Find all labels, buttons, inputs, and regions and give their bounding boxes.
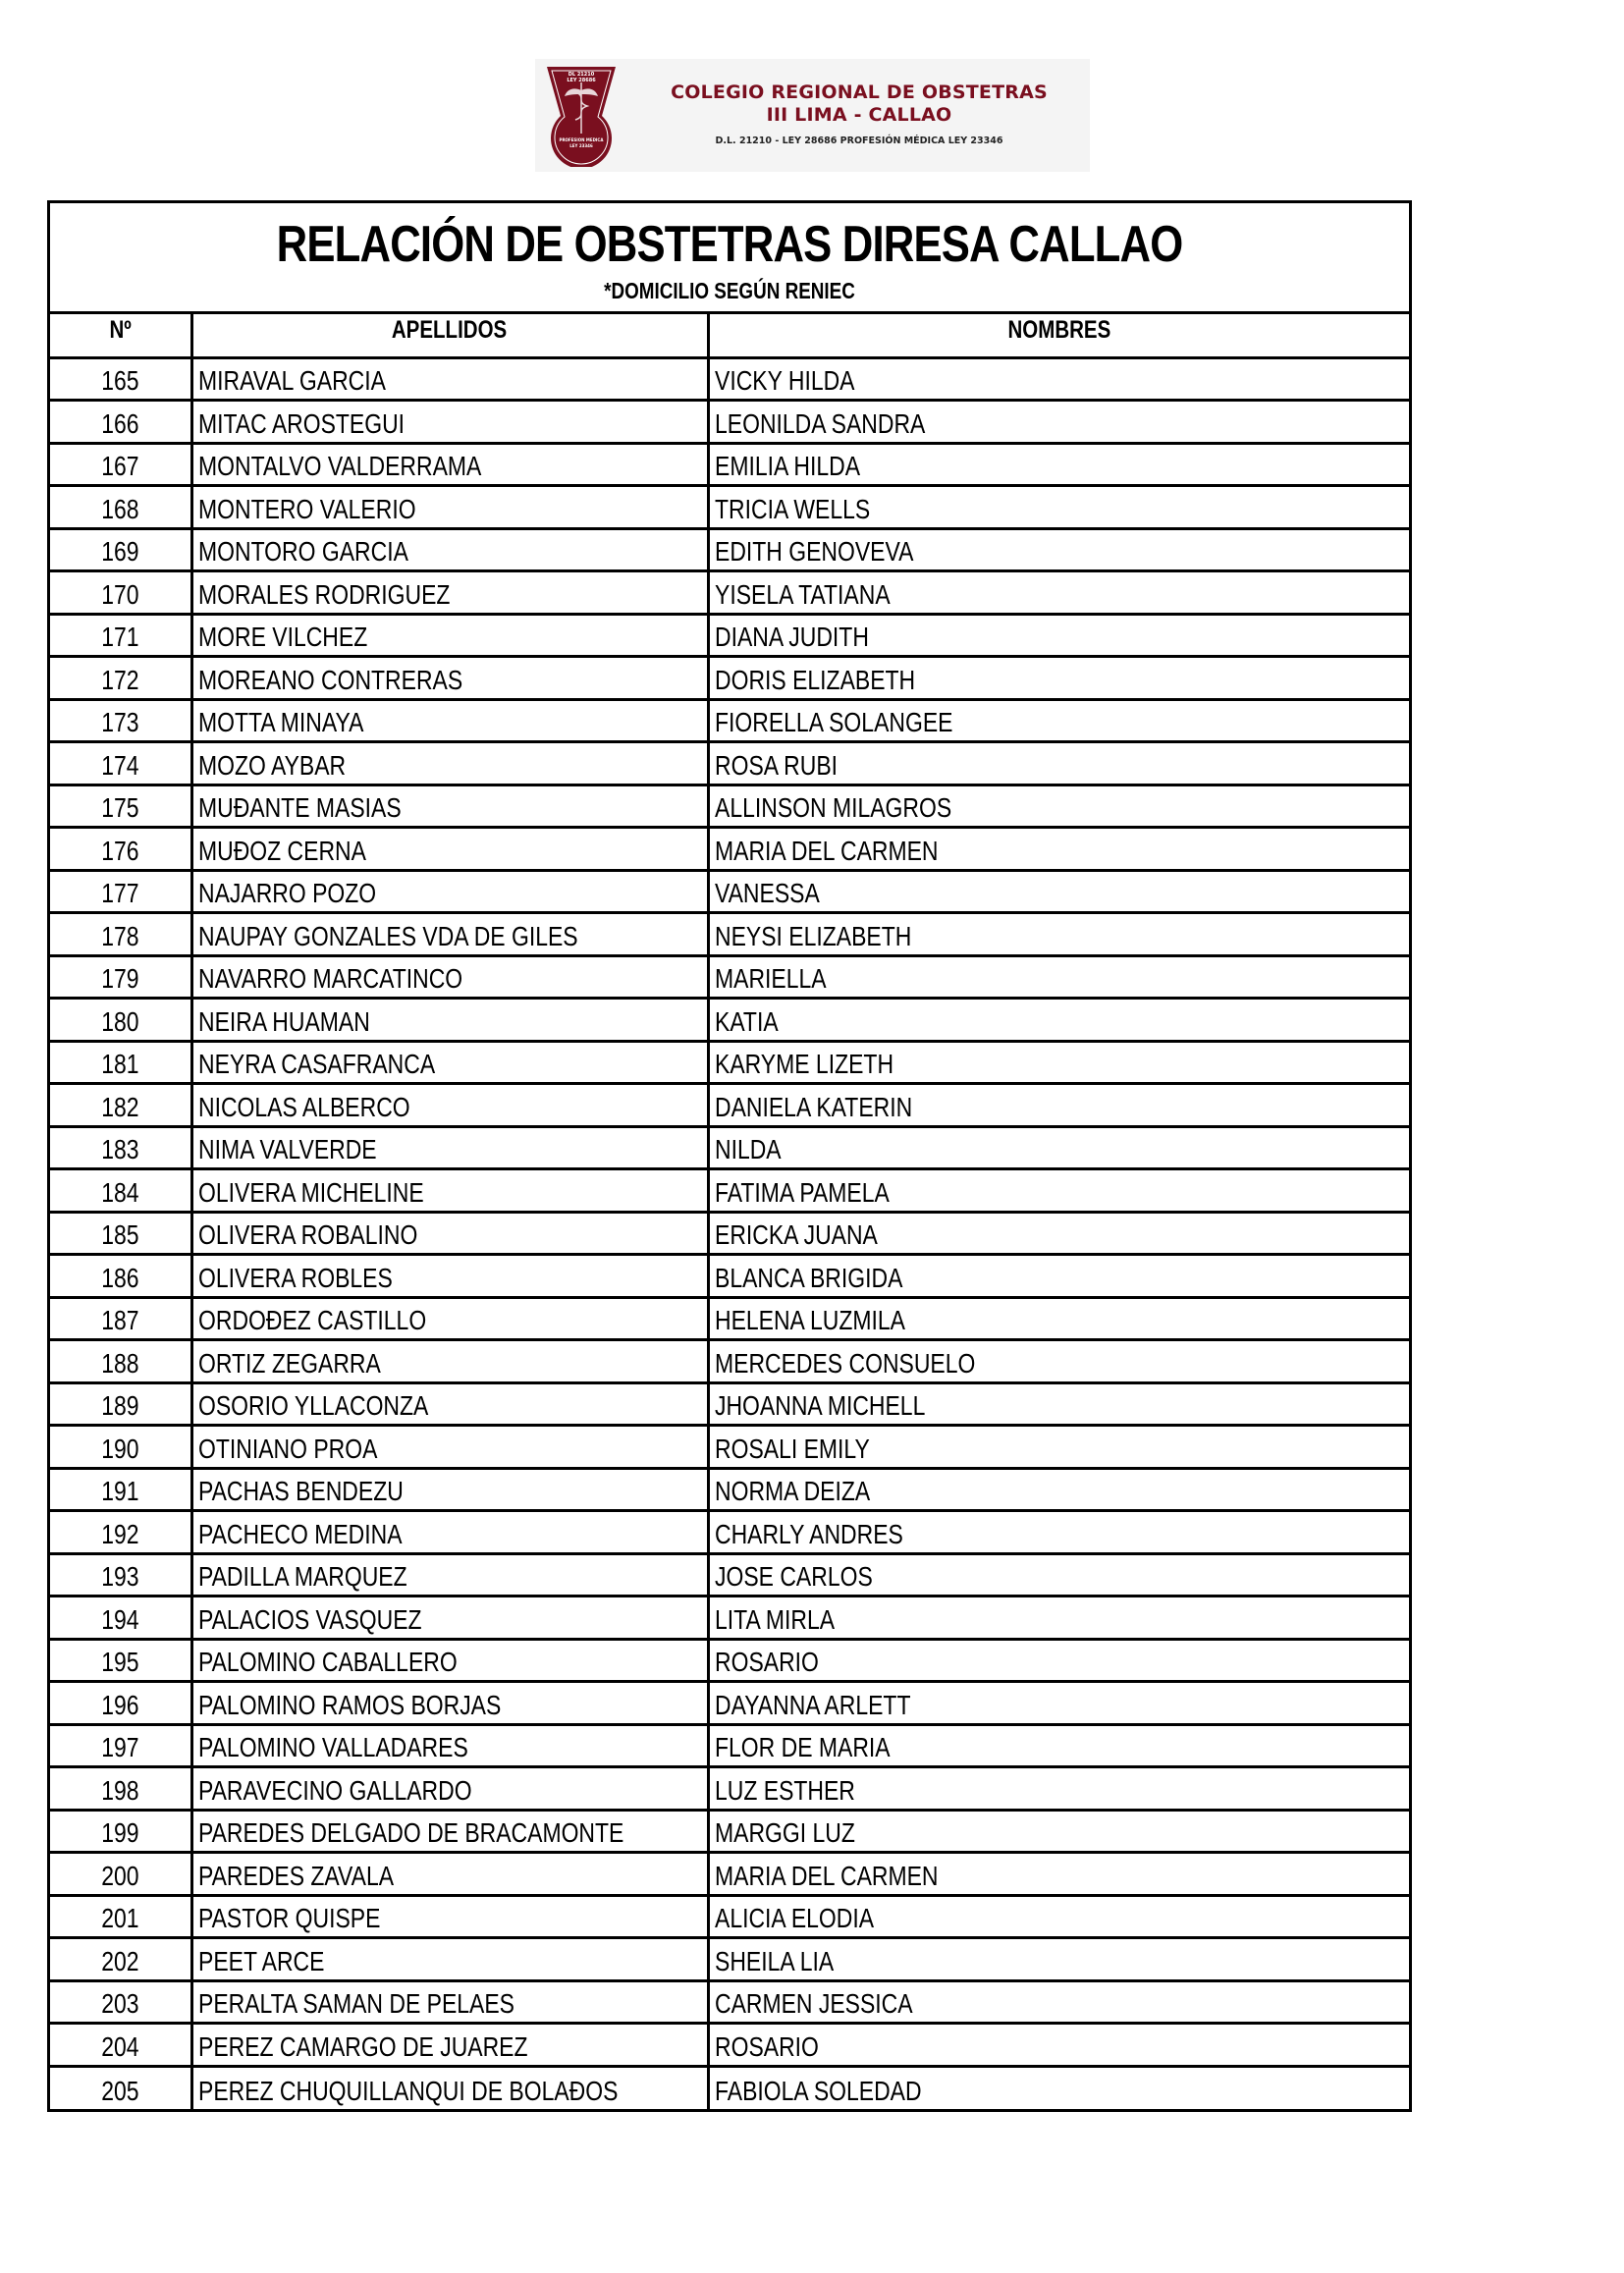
nombres-cell: FIORELLA SOLANGEE: [708, 699, 1409, 742]
nombres-cell: ALLINSON MILAGROS: [708, 785, 1409, 828]
nombres-cell: ROSARIO: [708, 2024, 1409, 2067]
row-number-cell: 184: [50, 1169, 191, 1213]
table-row: [50, 1169, 1409, 1213]
table-row: [50, 357, 1409, 401]
apellidos-cell: PASTOR QUISPE: [191, 1895, 708, 1938]
row-number-cell: 201: [50, 1895, 191, 1938]
apellidos-cell: MUĐANTE MASIAS: [191, 785, 708, 828]
nombres-cell: HELENA LUZMILA: [708, 1297, 1409, 1340]
row-number-cell: 185: [50, 1212, 191, 1255]
nombres-cell: KATIA: [708, 999, 1409, 1042]
nombres-cell: NEYSI ELIZABETH: [708, 913, 1409, 956]
table-row: [50, 699, 1409, 742]
table-row: [50, 955, 1409, 999]
apellidos-cell: NEIRA HUAMAN: [191, 999, 708, 1042]
row-number-cell: 175: [50, 785, 191, 828]
row-number-cell: 192: [50, 1511, 191, 1554]
table-row: [50, 2066, 1409, 2109]
apellidos-cell: PALOMINO RAMOS BORJAS: [191, 1682, 708, 1725]
table-row: [50, 486, 1409, 529]
table-row: [50, 657, 1409, 700]
nombres-cell: LEONILDA SANDRA: [708, 401, 1409, 444]
row-number-cell: 178: [50, 913, 191, 956]
nombres-cell: JOSE CARLOS: [708, 1553, 1409, 1597]
table-row: [50, 999, 1409, 1042]
apellidos-cell: MORALES RODRIGUEZ: [191, 571, 708, 615]
table-row: [50, 401, 1409, 444]
row-number-cell: 200: [50, 1853, 191, 1896]
table-row: [50, 1382, 1409, 1426]
row-number-cell: 167: [50, 443, 191, 486]
apellidos-cell: NICOLAS ALBERCO: [191, 1084, 708, 1127]
nombres-cell: JHOANNA MICHELL: [708, 1382, 1409, 1426]
table-row: [50, 1724, 1409, 1767]
apellidos-cell: PAREDES DELGADO DE BRACAMONTE: [191, 1810, 708, 1853]
apellidos-cell: PERALTA SAMAN DE PELAES: [191, 1980, 708, 2024]
row-number-cell: 198: [50, 1767, 191, 1811]
row-number-cell: 186: [50, 1255, 191, 1298]
row-number-cell: 165: [50, 357, 191, 401]
table-row: [50, 1639, 1409, 1682]
table-row: [50, 1468, 1409, 1511]
apellidos-cell: NIMA VALVERDE: [191, 1126, 708, 1169]
nombres-cell: MARIA DEL CARMEN: [708, 828, 1409, 871]
apellidos-cell: OTINIANO PROA: [191, 1426, 708, 1469]
table-row: [50, 2024, 1409, 2067]
nombres-cell: DIANA JUDITH: [708, 614, 1409, 657]
apellidos-cell: PALACIOS VASQUEZ: [191, 1597, 708, 1640]
row-number-cell: 199: [50, 1810, 191, 1853]
nombres-cell: VICKY HILDA: [708, 357, 1409, 401]
apellidos-cell: NAJARRO POZO: [191, 870, 708, 913]
row-number-cell: 197: [50, 1724, 191, 1767]
table-row: [50, 870, 1409, 913]
nombres-cell: DANIELA KATERIN: [708, 1084, 1409, 1127]
nombres-cell: CHARLY ANDRES: [708, 1511, 1409, 1554]
column-header-nombres: NOMBRES: [708, 314, 1409, 357]
row-number-cell: 196: [50, 1682, 191, 1725]
table-row: [50, 742, 1409, 785]
row-number-cell: 179: [50, 955, 191, 999]
apellidos-cell: PACHECO MEDINA: [191, 1511, 708, 1554]
apellidos-cell: MIRAVAL GARCIA: [191, 357, 708, 401]
table-row: [50, 1126, 1409, 1169]
apellidos-cell: PAREDES ZAVALA: [191, 1853, 708, 1896]
table-header-row: [50, 314, 1409, 357]
row-number-cell: 176: [50, 828, 191, 871]
nombres-cell: ROSARIO: [708, 1639, 1409, 1682]
row-number-cell: 193: [50, 1553, 191, 1597]
apellidos-cell: PEET ARCE: [191, 1938, 708, 1981]
row-number-cell: 173: [50, 699, 191, 742]
row-number-cell: 166: [50, 401, 191, 444]
apellidos-cell: PALOMINO VALLADARES: [191, 1724, 708, 1767]
obstetras-table: [50, 314, 1409, 2109]
nombres-cell: EDITH GENOVEVA: [708, 528, 1409, 571]
table-row: [50, 1853, 1409, 1896]
table-row: [50, 1212, 1409, 1255]
table-body: [50, 357, 1409, 2109]
apellidos-cell: PALOMINO CABALLERO: [191, 1639, 708, 1682]
document-subtitle: *DOMICILIO SEGÚN RENIEC: [604, 278, 855, 303]
table-row: [50, 1597, 1409, 1640]
apellidos-cell: MOREANO CONTRERAS: [191, 657, 708, 700]
table-row: [50, 1980, 1409, 2024]
row-number-cell: 194: [50, 1597, 191, 1640]
title-band: [50, 203, 1409, 314]
table-row: [50, 1426, 1409, 1469]
nombres-cell: MERCEDES CONSUELO: [708, 1340, 1409, 1383]
logo-title-line2: III LIMA - CALLAO: [766, 104, 952, 126]
table-row: [50, 828, 1409, 871]
nombres-cell: LUZ ESTHER: [708, 1767, 1409, 1811]
apellidos-cell: ORDOĐEZ CASTILLO: [191, 1297, 708, 1340]
nombres-cell: NORMA DEIZA: [708, 1468, 1409, 1511]
nombres-cell: LITA MIRLA: [708, 1597, 1409, 1640]
table-row: [50, 1041, 1409, 1084]
crest-top-text-2: LEY 28686: [567, 78, 596, 83]
table-row: [50, 1810, 1409, 1853]
row-number-cell: 204: [50, 2024, 191, 2067]
logo-title-line1: COLEGIO REGIONAL DE OBSTETRAS: [671, 81, 1048, 103]
apellidos-cell: MONTALVO VALDERRAMA: [191, 443, 708, 486]
nombres-cell: MARGGI LUZ: [708, 1810, 1409, 1853]
apellidos-cell: PARAVECINO GALLARDO: [191, 1767, 708, 1811]
apellidos-cell: NEYRA CASAFRANCA: [191, 1041, 708, 1084]
row-number-cell: 177: [50, 870, 191, 913]
table-row: [50, 913, 1409, 956]
nombres-cell: FATIMA PAMELA: [708, 1169, 1409, 1213]
row-number-cell: 203: [50, 1980, 191, 2024]
letterhead-logo: [535, 59, 1090, 172]
nombres-cell: DORIS ELIZABETH: [708, 657, 1409, 700]
obstetrics-college-crest-icon: [543, 65, 620, 167]
apellidos-cell: PEREZ CAMARGO DE JUAREZ: [191, 2024, 708, 2067]
row-number-cell: 182: [50, 1084, 191, 1127]
nombres-cell: CARMEN JESSICA: [708, 1980, 1409, 2024]
apellidos-cell: MOTTA MINAYA: [191, 699, 708, 742]
row-number-cell: 172: [50, 657, 191, 700]
table-row: [50, 1511, 1409, 1554]
apellidos-cell: MORE VILCHEZ: [191, 614, 708, 657]
table-row: [50, 1297, 1409, 1340]
apellidos-cell: MOZO AYBAR: [191, 742, 708, 785]
table-row: [50, 1767, 1409, 1811]
table-row: [50, 1682, 1409, 1725]
row-number-cell: 188: [50, 1340, 191, 1383]
table-row: [50, 571, 1409, 615]
row-number-cell: 174: [50, 742, 191, 785]
obstetras-table-sheet: [47, 200, 1412, 2112]
nombres-cell: VANESSA: [708, 870, 1409, 913]
logo-legal-subtitle: D.L. 21210 - LEY 28686 PROFESIÓN MÉDICA LEY 23346: [715, 135, 1003, 146]
nombres-cell: MARIELLA: [708, 955, 1409, 999]
apellidos-cell: MONTERO VALERIO: [191, 486, 708, 529]
nombres-cell: NILDA: [708, 1126, 1409, 1169]
column-header-number: Nº: [50, 314, 191, 357]
nombres-cell: YISELA TATIANA: [708, 571, 1409, 615]
table-row: [50, 785, 1409, 828]
nombres-cell: MARIA DEL CARMEN: [708, 1853, 1409, 1896]
table-row: [50, 1084, 1409, 1127]
apellidos-cell: NAUPAY GONZALES VDA DE GILES: [191, 913, 708, 956]
row-number-cell: 170: [50, 571, 191, 615]
nombres-cell: KARYME LIZETH: [708, 1041, 1409, 1084]
nombres-cell: ERICKA JUANA: [708, 1212, 1409, 1255]
apellidos-cell: PEREZ CHUQUILLANQUI DE BOLAĐOS: [191, 2066, 708, 2109]
row-number-cell: 169: [50, 528, 191, 571]
row-number-cell: 181: [50, 1041, 191, 1084]
row-number-cell: 191: [50, 1468, 191, 1511]
nombres-cell: SHEILA LIA: [708, 1938, 1409, 1981]
apellidos-cell: MITAC AROSTEGUI: [191, 401, 708, 444]
nombres-cell: BLANCA BRIGIDA: [708, 1255, 1409, 1298]
nombres-cell: DAYANNA ARLETT: [708, 1682, 1409, 1725]
apellidos-cell: OLIVERA ROBLES: [191, 1255, 708, 1298]
row-number-cell: 205: [50, 2066, 191, 2109]
table-row: [50, 1895, 1409, 1938]
row-number-cell: 183: [50, 1126, 191, 1169]
apellidos-cell: ORTIZ ZEGARRA: [191, 1340, 708, 1383]
nombres-cell: ROSALI EMILY: [708, 1426, 1409, 1469]
nombres-cell: ALICIA ELODIA: [708, 1895, 1409, 1938]
row-number-cell: 189: [50, 1382, 191, 1426]
nombres-cell: EMILIA HILDA: [708, 443, 1409, 486]
column-header-apellidos: APELLIDOS: [191, 314, 708, 357]
nombres-cell: FABIOLA SOLEDAD: [708, 2066, 1409, 2109]
apellidos-cell: NAVARRO MARCATINCO: [191, 955, 708, 999]
apellidos-cell: PADILLA MARQUEZ: [191, 1553, 708, 1597]
apellidos-cell: PACHAS BENDEZU: [191, 1468, 708, 1511]
table-row: [50, 528, 1409, 571]
table-row: [50, 1553, 1409, 1597]
apellidos-cell: MUĐOZ CERNA: [191, 828, 708, 871]
row-number-cell: 168: [50, 486, 191, 529]
document-title: RELACIÓN DE OBSTETRAS DIRESA CALLAO: [276, 216, 1183, 273]
apellidos-cell: OSORIO YLLACONZA: [191, 1382, 708, 1426]
row-number-cell: 195: [50, 1639, 191, 1682]
row-number-cell: 190: [50, 1426, 191, 1469]
nombres-cell: TRICIA WELLS: [708, 486, 1409, 529]
crest-top-text-1: DL 21210: [568, 72, 595, 78]
table-row: [50, 1255, 1409, 1298]
row-number-cell: 180: [50, 999, 191, 1042]
crest-bottom-text-2: LEY 23346: [569, 143, 593, 148]
row-number-cell: 187: [50, 1297, 191, 1340]
table-row: [50, 614, 1409, 657]
nombres-cell: FLOR DE MARIA: [708, 1724, 1409, 1767]
apellidos-cell: OLIVERA ROBALINO: [191, 1212, 708, 1255]
row-number-cell: 171: [50, 614, 191, 657]
row-number-cell: 202: [50, 1938, 191, 1981]
table-row: [50, 1938, 1409, 1981]
crest-bottom-text-1: PROFESION MEDICA: [559, 137, 604, 142]
table-row: [50, 443, 1409, 486]
apellidos-cell: MONTORO GARCIA: [191, 528, 708, 571]
table-row: [50, 1340, 1409, 1383]
nombres-cell: ROSA RUBI: [708, 742, 1409, 785]
apellidos-cell: OLIVERA MICHELINE: [191, 1169, 708, 1213]
